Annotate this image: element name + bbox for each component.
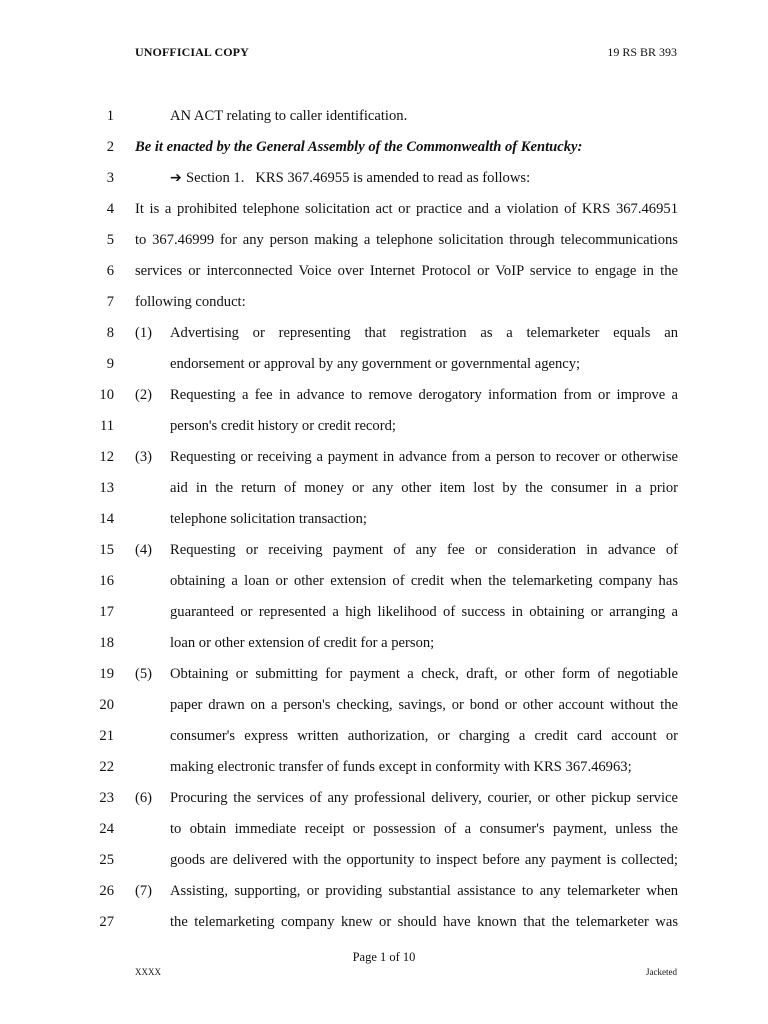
text-line <box>0 138 768 169</box>
line-number: 25 <box>99 852 114 868</box>
footer-status: Jacketed <box>646 967 677 977</box>
body-text: Requesting or receiving a payment in advance from a person to recover or otherwise <box>170 449 678 465</box>
text-line <box>0 820 768 851</box>
body-text: to 367.46999 for any person making a telephone solicitation through telecommunications <box>135 232 678 248</box>
text-line <box>0 107 768 138</box>
subsection-number: (1) <box>135 325 153 341</box>
line-number: 16 <box>99 573 114 589</box>
line-number: 19 <box>99 666 114 682</box>
line-number: 11 <box>99 418 114 434</box>
body-text: Advertising or representing that registration as a telemarketer equals an <box>170 325 678 341</box>
subsection-number: (4) <box>135 542 153 558</box>
footer-draft-code: XXXX <box>135 967 161 977</box>
text-line <box>0 665 768 696</box>
text-line <box>0 417 768 448</box>
body-text: guaranteed or represented a high likelihood of success in obtaining or arranging a <box>170 604 678 620</box>
text-line <box>0 293 768 324</box>
header-bill-request-number: 19 RS BR 393 <box>607 45 677 59</box>
body-text: Assisting, supporting, or providing substantial assistance to any telemarketer when <box>170 883 678 899</box>
line-number: 1 <box>106 108 114 124</box>
text-line <box>0 355 768 386</box>
line-number: 7 <box>106 294 114 310</box>
text-line <box>0 262 768 293</box>
body-text: person's credit history or credit record; <box>170 418 396 434</box>
text-line <box>0 200 768 231</box>
text-line <box>0 479 768 510</box>
line-number: 6 <box>106 263 114 279</box>
body-text: Requesting or receiving payment of any fee or consideration in advance of <box>170 542 678 558</box>
text-line <box>0 231 768 262</box>
line-number: 12 <box>99 449 114 465</box>
body-text: obtaining a loan or other extension of credit when the telemarketing company has <box>170 573 678 589</box>
line-number: 18 <box>99 635 114 651</box>
body-text: goods are delivered with the opportunity to inspect before any payment is collected; <box>170 852 678 868</box>
text-line <box>0 603 768 634</box>
text-line <box>0 913 768 944</box>
subsection-number: (5) <box>135 666 153 682</box>
line-number: 5 <box>106 232 114 248</box>
line-number: 10 <box>99 387 114 403</box>
text-line <box>0 510 768 541</box>
subsection-number: (7) <box>135 883 153 899</box>
arrow-right-icon: ➔ <box>170 170 182 186</box>
body-text: consumer's express written authorization, or charging a credit card account or <box>170 728 678 744</box>
header-unofficial-copy: UNOFFICIAL COPY <box>135 45 249 59</box>
text-line <box>0 386 768 417</box>
line-number: 23 <box>99 790 114 806</box>
line-number: 21 <box>99 728 114 744</box>
line-number: 13 <box>99 480 114 496</box>
line-number: 15 <box>99 542 114 558</box>
body-text: telephone solicitation transaction; <box>170 511 367 527</box>
line-number: 17 <box>99 604 114 620</box>
text-line <box>0 727 768 758</box>
body-text: to obtain immediate receipt or possession of a consumer's payment, unless the <box>170 821 678 837</box>
subsection-number: (3) <box>135 449 153 465</box>
text-line <box>0 758 768 789</box>
line-number: 9 <box>106 356 114 372</box>
body-text: Procuring the services of any professional delivery, courier, or other pickup service <box>170 790 678 806</box>
text-line <box>0 448 768 479</box>
text-line <box>0 541 768 572</box>
text-line <box>0 572 768 603</box>
body-text: the telemarketing company knew or should have known that the telemarketer was <box>170 914 678 930</box>
subsection-number: (6) <box>135 790 153 806</box>
body-text: services or interconnected Voice over Internet Protocol or VoIP service to engage in the <box>135 263 678 279</box>
body-text: Obtaining or submitting for payment a check, draft, or other form of negotiable <box>170 666 678 682</box>
text-line <box>0 324 768 355</box>
body-text: endorsement or approval by any government or governmental agency; <box>170 356 581 372</box>
text-line <box>0 696 768 727</box>
text-line <box>0 789 768 820</box>
line-number: 14 <box>99 511 114 527</box>
line-number: 26 <box>99 883 114 899</box>
line-number: 24 <box>99 821 114 837</box>
page-number: Page 1 of 10 <box>352 950 416 964</box>
body-text: aid in the return of money or any other item lost by the consumer in a prior <box>170 480 678 496</box>
line-number: 27 <box>99 914 114 930</box>
text-line <box>0 851 768 882</box>
body-text: making electronic transfer of funds except in conformity with KRS 367.46963; <box>170 759 632 775</box>
body-text: paper drawn on a person's checking, savings, or bond or other account without the <box>170 697 678 713</box>
section-heading: Section 1. KRS 367.46955 is amended to read as follows: <box>186 170 531 186</box>
enacting-clause: Be it enacted by the General Assembly of the Commonwealth of Kentucky: <box>135 139 583 155</box>
line-number: 8 <box>106 325 114 341</box>
line-number: 2 <box>106 139 114 155</box>
line-number: 3 <box>106 170 114 186</box>
text-line <box>0 634 768 665</box>
act-title: AN ACT relating to caller identification. <box>170 108 408 124</box>
body-text: Requesting a fee in advance to remove derogatory information from or improve a <box>170 387 678 403</box>
text-line <box>0 169 768 200</box>
body-text: loan or other extension of credit for a person; <box>170 635 435 651</box>
line-number: 20 <box>99 697 114 713</box>
body-text: following conduct: <box>135 294 246 310</box>
body-text: It is a prohibited telephone solicitation act or practice and a violation of KRS 367.46951 <box>135 201 678 217</box>
text-line <box>0 882 768 913</box>
subsection-number: (2) <box>135 387 153 403</box>
line-number: 4 <box>106 201 114 217</box>
line-number: 22 <box>99 759 114 775</box>
